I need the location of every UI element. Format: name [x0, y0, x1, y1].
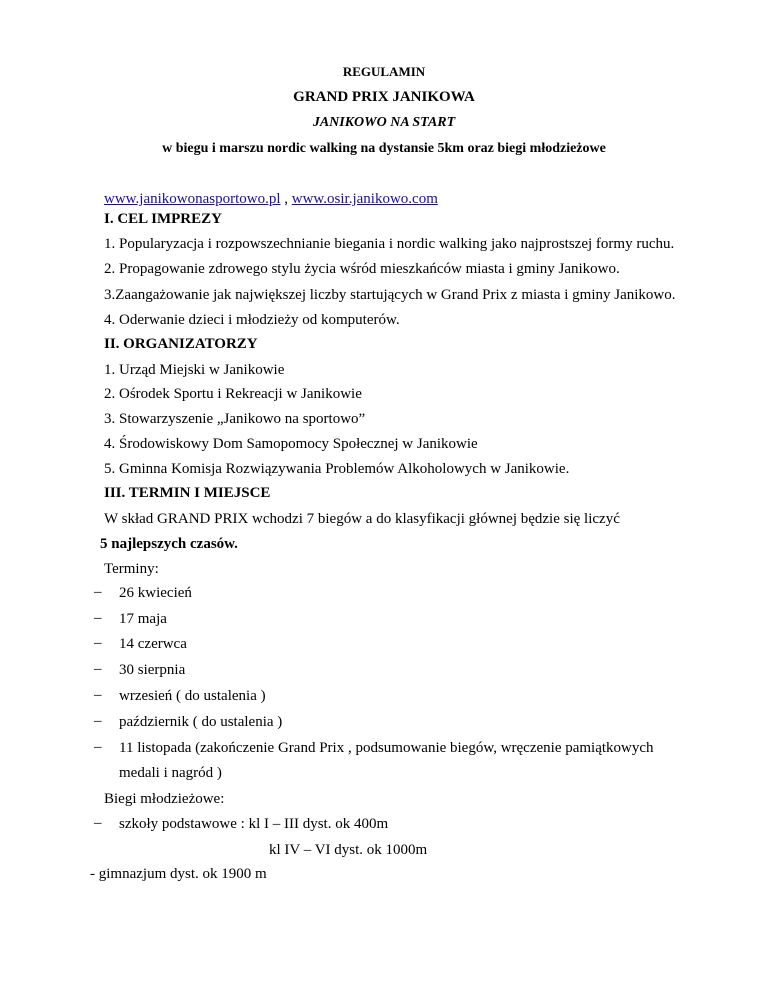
- term-item-6: październik ( do ustalenia ): [119, 714, 283, 730]
- list-dash: –: [94, 610, 102, 626]
- term-item-3: 14 czerwca: [119, 636, 187, 652]
- youth-races-label: Biegi młodzieżowe:: [104, 791, 225, 807]
- section-heading-cel-imprezy: I. CEL IMPREZY: [104, 211, 222, 227]
- link-separator: ,: [280, 191, 292, 207]
- list-dash: –: [94, 687, 102, 703]
- link-osir-janikowo[interactable]: www.osir.janikowo.com: [291, 191, 438, 207]
- organizer-item-4: 4. Środowiskowy Dom Samopomocy Społecznej w Janikowie: [104, 436, 478, 452]
- list-dash: –: [94, 713, 102, 729]
- section-heading-termin-i-miejsce: III. TERMIN I MIEJSCE: [104, 485, 271, 501]
- best-times-note: 5 najlepszych czasów.: [100, 536, 238, 552]
- doc-subtitle-description: w biegu i marszu nordic walking na dystansie 5km oraz biegi młodzieżowe: [162, 141, 606, 156]
- term-item-7-continuation: medali i nagród ): [119, 765, 222, 781]
- list-dash: –: [94, 815, 102, 831]
- goal-item-3: 3.Zaangażowanie jak największej liczby startujących w Grand Prix z miasta i gminy Janikowo.: [104, 287, 676, 303]
- grand-prix-intro: W skład GRAND PRIX wchodzi 7 biegów a do klasyfikacji głównej będzie się liczyć: [104, 511, 620, 527]
- youth-item-gymnasium: - gimnazjum dyst. ok 1900 m: [90, 866, 267, 882]
- list-dash: –: [94, 739, 102, 755]
- list-dash: –: [94, 661, 102, 677]
- youth-item-primary-school: szkoły podstawowe : kl I – III dyst. ok 400m: [119, 816, 389, 832]
- organizer-item-5: 5. Gminna Komisja Rozwiązywania Problemów Alkoholowych w Janikowie.: [104, 461, 570, 477]
- term-item-2: 17 maja: [119, 611, 167, 627]
- section-heading-organizatorzy: II. ORGANIZATORZY: [104, 336, 258, 352]
- term-item-4: 30 sierpnia: [119, 662, 186, 678]
- list-dash: –: [94, 635, 102, 651]
- organizer-item-2: 2. Ośrodek Sportu i Rekreacji w Janikowie: [104, 386, 362, 402]
- term-item-7: 11 listopada (zakończenie Grand Prix , podsumowanie biegów, wręczenie pamiątkowych: [119, 740, 654, 756]
- youth-item-primary-school-continuation: kl IV – VI dyst. ok 1000m: [269, 842, 428, 858]
- doc-title-grand-prix: GRAND PRIX JANIKOWA: [293, 89, 475, 105]
- terms-label: Terminy:: [104, 561, 159, 577]
- list-dash: –: [94, 584, 102, 600]
- link-janikowonasportowo[interactable]: www.janikowonasportowo.pl: [104, 191, 281, 207]
- doc-subtitle-janikowo-na-start: JANIKOWO NA START: [312, 115, 456, 130]
- organizer-item-1: 1. Urząd Miejski w Janikowie: [104, 362, 285, 378]
- links-line: [104, 190, 438, 208]
- organizer-item-3: 3. Stowarzyszenie „Janikowo na sportowo”: [104, 411, 366, 427]
- goal-item-4: 4. Oderwanie dzieci i młodzieży od komputerów.: [104, 312, 400, 328]
- term-item-1: 26 kwiecień: [119, 585, 192, 601]
- term-item-5: wrzesień ( do ustalenia ): [119, 688, 266, 704]
- goal-item-2: 2. Propagowanie zdrowego stylu życia wśród mieszkańców miasta i gminy Janikowo.: [104, 261, 620, 277]
- doc-title-regulamin: REGULAMIN: [342, 64, 426, 79]
- goal-item-1: 1. Popularyzacja i rozpowszechnianie biegania i nordic walking jako najprostszej formy ruchu.: [104, 236, 675, 252]
